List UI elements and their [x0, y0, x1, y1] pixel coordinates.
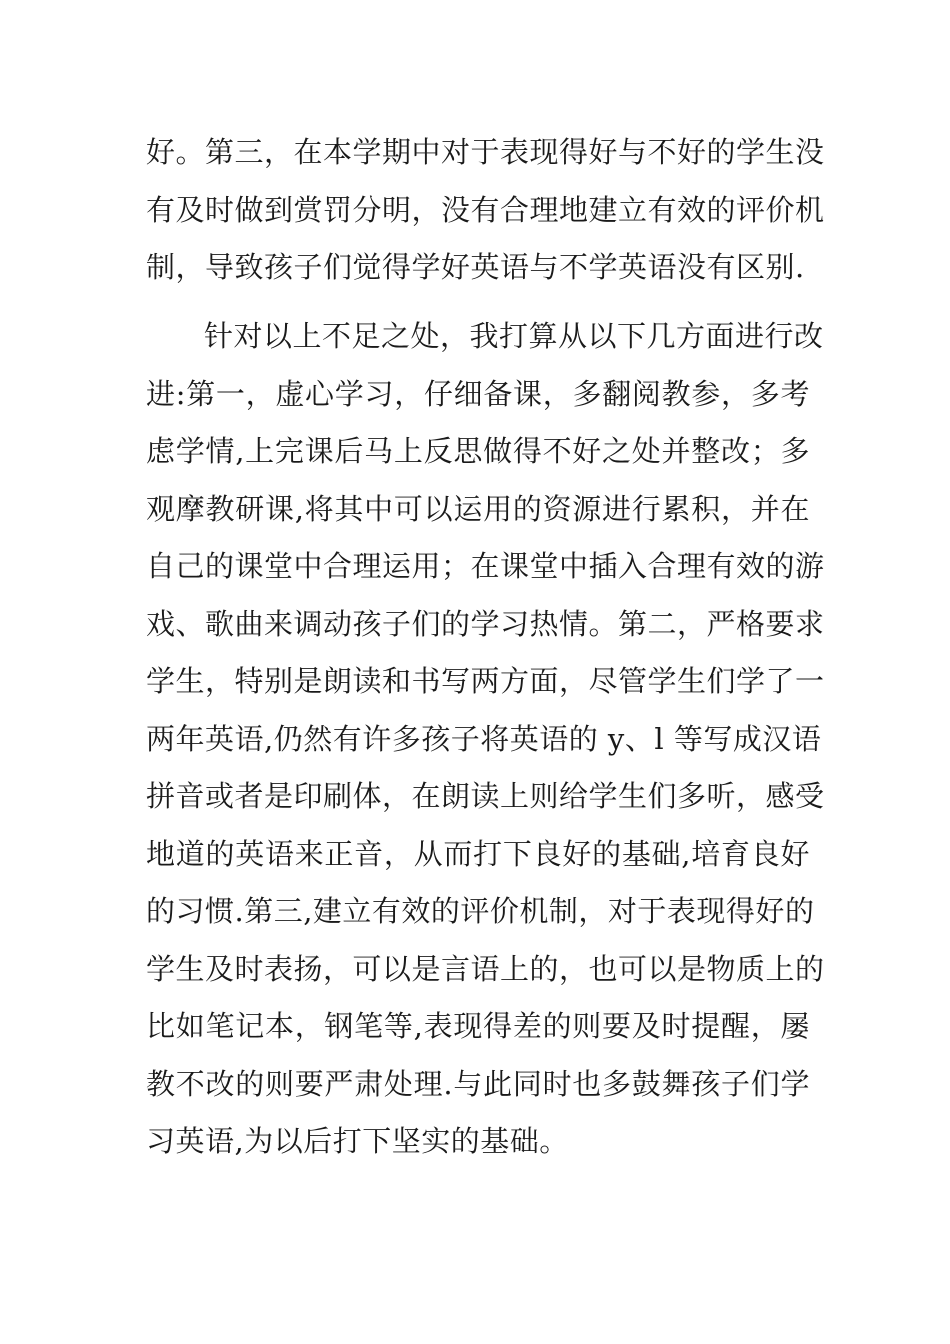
- paragraph-line: 比如笔记本，钢笔等,表现得差的则要及时提醒，屡: [146, 1009, 810, 1043]
- paragraph-line: 学生及时表扬，可以是言语上的，也可以是物质上的: [146, 951, 825, 986]
- paragraph-line: 进:第一，虚心学习，仔细备课，多翻阅教参，多考: [146, 376, 810, 411]
- paragraph-line: 有及时做到赏罚分明，没有合理地建立有效的评价机: [146, 192, 825, 227]
- paragraph-line: 戏、歌曲来调动孩子们的学习热情。第二，严格要求: [146, 606, 825, 641]
- paragraph-1: [146, 124, 825, 297]
- paragraph-line: 习英语,为以后打下坚实的基础。: [146, 1124, 569, 1158]
- paragraph-line: 针对以上不足之处，我打算从以下几方面进行改: [204, 319, 824, 353]
- paragraph-line: 两年英语,仍然有许多孩子将英语的 y、l 等写成汉语: [146, 721, 822, 756]
- paragraph-line: 地道的英语来正音，从而打下良好的基础,培育良好: [146, 836, 810, 871]
- paragraph-2: [146, 308, 825, 1171]
- paragraph-line: 教不改的则要严肃处理.与此同时也多鼓舞孩子们学: [146, 1066, 810, 1101]
- paragraph-line: 拼音或者是印刷体，在朗读上则给学生们多听，感受: [146, 779, 825, 813]
- paragraph-line: 制，导致孩子们觉得学好英语与不学英语没有区别.: [146, 250, 805, 284]
- paragraph-line: 虑学情,上完课后马上反思做得不好之处并整改；多: [146, 434, 810, 468]
- paragraph-line: 的习惯.第三,建立有效的评价机制，对于表现得好的: [146, 894, 815, 928]
- paragraph-line: 好。第三，在本学期中对于表现得好与不好的学生没: [146, 135, 825, 169]
- paragraph-line: 自己的课堂中合理运用；在课堂中插入合理有效的游: [146, 549, 825, 583]
- paragraph-line: 学生，特别是朗读和书写两方面，尽管学生们学了一: [146, 664, 825, 698]
- paragraph-line: 观摩教研课,将其中可以运用的资源进行累积，并在: [146, 491, 810, 526]
